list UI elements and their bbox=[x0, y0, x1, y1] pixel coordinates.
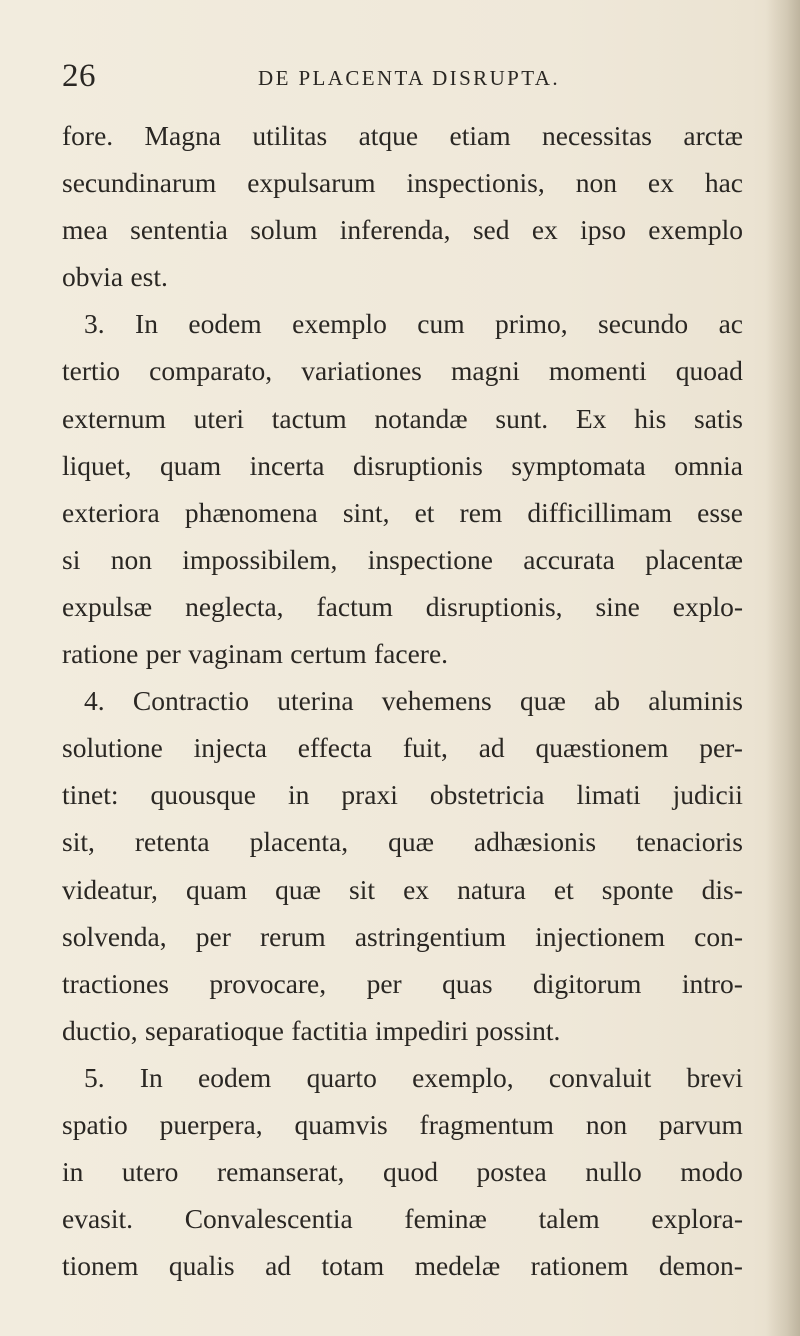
word: exemplo bbox=[292, 308, 387, 340]
word: intro- bbox=[681, 967, 743, 999]
word: utilitas bbox=[252, 120, 328, 151]
word: etiam bbox=[449, 120, 511, 151]
word: parvum bbox=[658, 1108, 743, 1140]
word: Ex bbox=[575, 402, 607, 434]
text-line-17 bbox=[62, 866, 750, 913]
word: inspectione bbox=[367, 543, 493, 575]
word: totam bbox=[321, 1250, 385, 1282]
text-line-3 bbox=[62, 206, 750, 253]
word: dis- bbox=[701, 873, 743, 905]
word: ex bbox=[531, 214, 558, 246]
word: astringentium bbox=[354, 920, 507, 952]
word: ac bbox=[718, 308, 743, 340]
word: quod bbox=[382, 1156, 438, 1188]
word: his bbox=[634, 402, 667, 434]
word: inspectionis, bbox=[406, 167, 545, 199]
word: non bbox=[110, 543, 152, 575]
word: solum bbox=[250, 214, 318, 246]
word: incerta bbox=[249, 449, 325, 481]
word: utero bbox=[121, 1156, 179, 1188]
word: quæstionem bbox=[535, 732, 669, 764]
word: rerum bbox=[260, 920, 326, 952]
text-line-13 bbox=[62, 677, 750, 724]
word: quarto bbox=[306, 1061, 377, 1093]
word: sit bbox=[349, 873, 375, 905]
word: sit, bbox=[62, 826, 95, 858]
word: fragmentum bbox=[419, 1108, 554, 1140]
word: sunt. bbox=[495, 402, 549, 434]
word: per- bbox=[699, 732, 743, 764]
word: esse bbox=[697, 496, 743, 528]
text-line-12: ratione per vaginam certum facere. bbox=[62, 638, 449, 670]
word: rem bbox=[459, 496, 503, 528]
word: effecta bbox=[297, 732, 373, 764]
word: tertio bbox=[62, 355, 121, 387]
text-line-9 bbox=[62, 489, 750, 536]
word: videatur, bbox=[62, 873, 158, 905]
word: aluminis bbox=[648, 685, 743, 717]
text-line-25 bbox=[62, 1242, 750, 1289]
word: exemplo bbox=[648, 214, 743, 246]
word: tinet: bbox=[62, 779, 119, 811]
text-line-6 bbox=[62, 347, 750, 394]
word: 3. bbox=[84, 308, 105, 340]
word: arctæ bbox=[683, 120, 743, 151]
word: per bbox=[195, 920, 231, 952]
word: con- bbox=[694, 920, 743, 952]
word: modo bbox=[680, 1156, 743, 1188]
word: exteriora bbox=[62, 496, 160, 528]
word: provocare, bbox=[209, 967, 327, 999]
word: spatio bbox=[62, 1108, 128, 1140]
word: quam bbox=[185, 873, 248, 905]
text-line-24 bbox=[62, 1195, 750, 1242]
word: 5. bbox=[84, 1061, 105, 1093]
word: talem bbox=[538, 1203, 600, 1235]
word: et bbox=[553, 873, 574, 905]
text-line-21 bbox=[62, 1054, 750, 1101]
word: mea bbox=[62, 214, 108, 246]
word: uteri bbox=[193, 402, 245, 434]
word: quam bbox=[160, 449, 222, 481]
word: et bbox=[414, 496, 435, 528]
word: uterina bbox=[277, 685, 354, 717]
word: 4. bbox=[84, 685, 105, 717]
text-line-11 bbox=[62, 583, 750, 630]
text-line-20: ductio, separatioque factitia impediri possint. bbox=[62, 1014, 561, 1046]
word: tenacioris bbox=[636, 826, 743, 858]
word: limati bbox=[576, 779, 641, 811]
word: in bbox=[62, 1156, 84, 1188]
word: Magna bbox=[144, 120, 221, 151]
word: omnia bbox=[674, 449, 743, 481]
word: tionem bbox=[62, 1250, 139, 1282]
word: notandæ bbox=[374, 402, 468, 434]
word: brevi bbox=[686, 1061, 743, 1093]
word: liquet, bbox=[62, 449, 132, 481]
word: vehemens bbox=[381, 685, 492, 717]
word: tractiones bbox=[62, 967, 169, 999]
word: placenta, bbox=[249, 826, 349, 858]
word: injectionem bbox=[535, 920, 665, 952]
word: non bbox=[575, 167, 617, 199]
text-line-4: obvia est. bbox=[62, 261, 168, 293]
word: quas bbox=[442, 967, 493, 999]
text-line-18 bbox=[62, 913, 750, 960]
page-number: 26 bbox=[62, 58, 96, 94]
text-line-10 bbox=[62, 536, 750, 583]
word: sententia bbox=[130, 214, 228, 246]
word: magni bbox=[450, 355, 520, 387]
text-line-5 bbox=[62, 300, 750, 347]
word: externum bbox=[62, 402, 166, 434]
word: secundinarum bbox=[62, 167, 217, 199]
word: explo- bbox=[672, 590, 743, 622]
word: ab bbox=[594, 685, 621, 717]
word: quoad bbox=[675, 355, 743, 387]
word: variationes bbox=[301, 355, 422, 387]
word: feminæ bbox=[404, 1203, 487, 1235]
word: phænomena bbox=[184, 496, 318, 528]
word: comparato, bbox=[149, 355, 273, 387]
word: quæ bbox=[275, 873, 321, 905]
word: evasit. bbox=[62, 1203, 134, 1235]
word: digitorum bbox=[532, 967, 642, 999]
word: solvenda, bbox=[62, 920, 167, 952]
word: expulsæ bbox=[62, 590, 153, 622]
word: Contractio bbox=[132, 685, 249, 717]
word: In bbox=[135, 308, 158, 340]
text-line-14 bbox=[62, 724, 750, 771]
running-title: DE PLACENTA DISRUPTA. bbox=[258, 66, 560, 90]
word: fore. bbox=[62, 120, 114, 151]
word: accurata bbox=[523, 543, 615, 575]
word: impossibilem, bbox=[182, 543, 338, 575]
word: praxi bbox=[341, 779, 398, 811]
word: disruptionis bbox=[352, 449, 483, 481]
word: symptomata bbox=[511, 449, 646, 481]
word: momenti bbox=[548, 355, 647, 387]
word: explora- bbox=[651, 1203, 743, 1235]
word: primo, bbox=[495, 308, 568, 340]
page-edge-shadow bbox=[766, 0, 800, 1336]
word: disruptionis, bbox=[425, 590, 563, 622]
word: convaluit bbox=[548, 1061, 652, 1093]
word: Convalescentia bbox=[184, 1203, 353, 1235]
word: ad bbox=[265, 1250, 292, 1282]
text-line-2 bbox=[62, 159, 750, 206]
text-line-22 bbox=[62, 1101, 750, 1148]
word: natura bbox=[457, 873, 526, 905]
text-line-19 bbox=[62, 960, 750, 1007]
word: ipso bbox=[580, 214, 626, 246]
word: obstetricia bbox=[429, 779, 545, 811]
word: In bbox=[139, 1061, 163, 1093]
word: ex bbox=[647, 167, 674, 199]
word: sine bbox=[595, 590, 640, 622]
word: quamvis bbox=[294, 1108, 388, 1140]
word: si bbox=[62, 543, 81, 575]
word: judicii bbox=[672, 779, 743, 811]
word: solutione bbox=[62, 732, 163, 764]
word: puerpera, bbox=[159, 1108, 263, 1140]
body-text bbox=[62, 112, 750, 1289]
text-line-16 bbox=[62, 818, 750, 865]
word: remanserat, bbox=[216, 1156, 345, 1188]
word: secundo bbox=[598, 308, 689, 340]
word: inferenda, bbox=[339, 214, 451, 246]
word: satis bbox=[694, 402, 743, 434]
word: per bbox=[366, 967, 402, 999]
word: non bbox=[585, 1108, 628, 1140]
word: necessitas bbox=[542, 120, 652, 151]
word: qualis bbox=[168, 1250, 235, 1282]
word: sed bbox=[472, 214, 510, 246]
word: quæ bbox=[519, 685, 566, 717]
word: atque bbox=[358, 120, 419, 151]
word: nullo bbox=[585, 1156, 642, 1188]
word: factum bbox=[316, 590, 393, 622]
word: sponte bbox=[601, 873, 674, 905]
word: eodem bbox=[188, 308, 262, 340]
word: postea bbox=[476, 1156, 547, 1188]
word: ex bbox=[403, 873, 430, 905]
word: eodem bbox=[198, 1061, 272, 1093]
word: placentæ bbox=[645, 543, 743, 575]
text-line-1 bbox=[62, 112, 750, 159]
word: demon- bbox=[658, 1250, 743, 1282]
word: neglecta, bbox=[185, 590, 284, 622]
word: quousque bbox=[150, 779, 256, 811]
word: cum bbox=[417, 308, 465, 340]
word: rationem bbox=[530, 1250, 629, 1282]
word: sint, bbox=[342, 496, 390, 528]
word: exemplo, bbox=[412, 1061, 514, 1093]
word: hac bbox=[704, 167, 743, 199]
text-line-15 bbox=[62, 771, 750, 818]
word: tactum bbox=[271, 402, 347, 434]
text-line-23 bbox=[62, 1148, 750, 1195]
text-line-8 bbox=[62, 442, 750, 489]
word: retenta bbox=[134, 826, 210, 858]
running-head bbox=[62, 56, 702, 96]
word: ad bbox=[478, 732, 505, 764]
word: medelæ bbox=[414, 1250, 501, 1282]
text-line-7 bbox=[62, 395, 750, 442]
word: fuit, bbox=[402, 732, 448, 764]
word: injecta bbox=[193, 732, 267, 764]
word: expulsarum bbox=[247, 167, 376, 199]
word: quæ bbox=[388, 826, 434, 858]
word: adhæsionis bbox=[473, 826, 597, 858]
word: in bbox=[287, 779, 310, 811]
word: difficillimam bbox=[527, 496, 673, 528]
